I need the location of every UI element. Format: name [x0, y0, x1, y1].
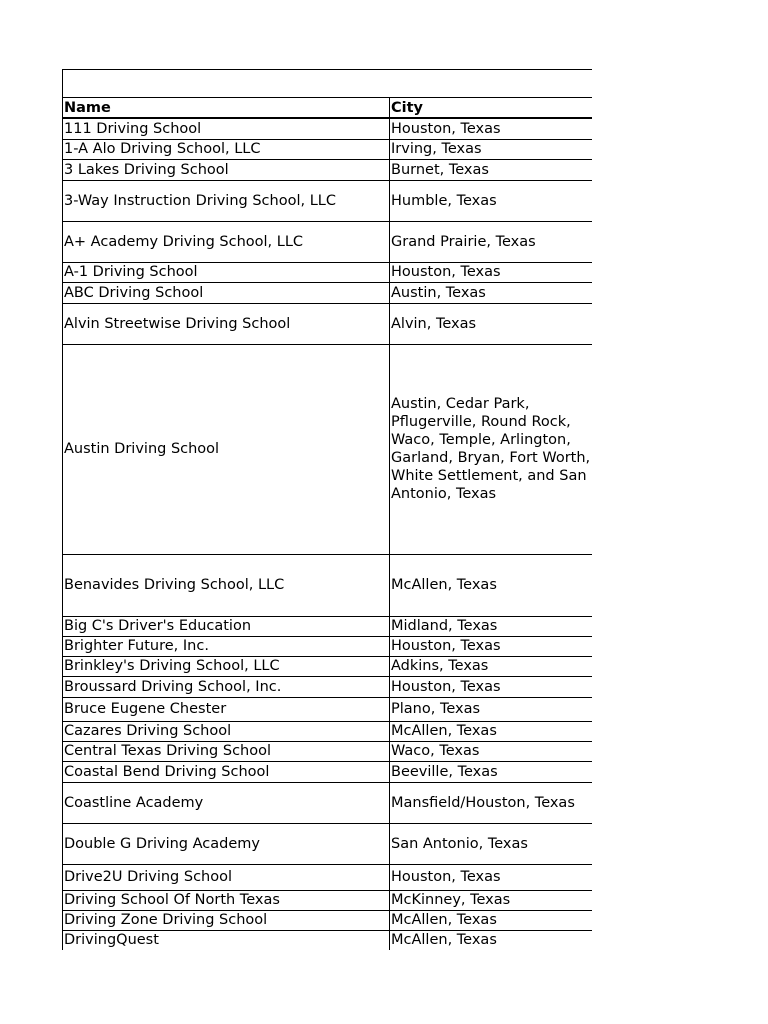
- school-city-cell: Austin, Texas: [390, 282, 593, 303]
- sheet-top-border: [62, 69, 592, 70]
- school-name-cell: Brinkley's Driving School, LLC: [63, 656, 390, 676]
- school-city-cell: San Antonio, Texas: [390, 823, 593, 864]
- table-row: [63, 930, 593, 950]
- school-city-cell: Austin, Cedar Park, Pflugerville, Round Rock, Waco, Temple, Arlington, Garland, Bryan, Fort Worth, White Settlement, and San Antonio, Texas: [390, 344, 593, 554]
- school-name-cell: Big C's Driver's Education: [63, 616, 390, 636]
- table-row: [63, 616, 593, 636]
- table-row: [63, 282, 593, 303]
- school-city-cell: Midland, Texas: [390, 616, 593, 636]
- school-name-cell: Brighter Future, Inc.: [63, 636, 390, 656]
- school-name-cell: 3 Lakes Driving School: [63, 159, 390, 180]
- school-name-cell: Central Texas Driving School: [63, 741, 390, 761]
- table-row: [63, 159, 593, 180]
- school-name-cell: A-1 Driving School: [63, 262, 390, 282]
- school-city-cell: Plano, Texas: [390, 697, 593, 721]
- table-row: [63, 262, 593, 282]
- school-name-cell: Double G Driving Academy: [63, 823, 390, 864]
- spreadsheet-page: [62, 69, 592, 950]
- school-name-cell: Bruce Eugene Chester: [63, 697, 390, 721]
- school-city-cell: Irving, Texas: [390, 139, 593, 159]
- school-name-cell: 3-Way Instruction Driving School, LLC: [63, 180, 390, 221]
- table-row: [63, 344, 593, 554]
- table-row: [63, 676, 593, 697]
- school-name-cell: Alvin Streetwise Driving School: [63, 303, 390, 344]
- table-row: [63, 864, 593, 890]
- table-row: [63, 636, 593, 656]
- school-city-cell: Houston, Texas: [390, 676, 593, 697]
- column-header-city: City: [390, 98, 593, 119]
- driving-schools-table: [62, 97, 592, 950]
- school-city-cell: Houston, Texas: [390, 118, 593, 139]
- table-row: [63, 721, 593, 741]
- school-city-cell: McAllen, Texas: [390, 910, 593, 930]
- school-city-cell: McAllen, Texas: [390, 721, 593, 741]
- table-row: [63, 221, 593, 262]
- school-city-cell: Houston, Texas: [390, 636, 593, 656]
- table-row: [63, 697, 593, 721]
- school-name-cell: Austin Driving School: [63, 344, 390, 554]
- school-city-cell: Houston, Texas: [390, 262, 593, 282]
- table-row: [63, 554, 593, 616]
- table-row: [63, 118, 593, 139]
- school-city-cell: McKinney, Texas: [390, 890, 593, 910]
- school-name-cell: 1-A Alo Driving School, LLC: [63, 139, 390, 159]
- table-row: [63, 741, 593, 761]
- school-city-cell: Mansfield/Houston, Texas: [390, 782, 593, 823]
- table-row: [63, 656, 593, 676]
- school-name-cell: A+ Academy Driving School, LLC: [63, 221, 390, 262]
- school-name-cell: ABC Driving School: [63, 282, 390, 303]
- table-row: [63, 303, 593, 344]
- school-city-cell: Houston, Texas: [390, 864, 593, 890]
- table-row: [63, 782, 593, 823]
- table-row: [63, 890, 593, 910]
- school-city-cell: McAllen, Texas: [390, 554, 593, 616]
- school-name-cell: Driving Zone Driving School: [63, 910, 390, 930]
- school-name-cell: Broussard Driving School, Inc.: [63, 676, 390, 697]
- school-city-cell: Alvin, Texas: [390, 303, 593, 344]
- school-name-cell: Coastal Bend Driving School: [63, 761, 390, 782]
- school-name-cell: 111 Driving School: [63, 118, 390, 139]
- school-name-cell: Cazares Driving School: [63, 721, 390, 741]
- school-name-cell: Coastline Academy: [63, 782, 390, 823]
- school-city-cell: Grand Prairie, Texas: [390, 221, 593, 262]
- school-city-cell: McAllen, Texas: [390, 930, 593, 950]
- table-row: [63, 180, 593, 221]
- school-city-cell: Humble, Texas: [390, 180, 593, 221]
- school-name-cell: Driving School Of North Texas: [63, 890, 390, 910]
- school-name-cell: Drive2U Driving School: [63, 864, 390, 890]
- table-row: [63, 910, 593, 930]
- school-name-cell: Benavides Driving School, LLC: [63, 554, 390, 616]
- column-header-name: Name: [63, 98, 390, 119]
- table-header-row: [63, 98, 593, 119]
- school-city-cell: Waco, Texas: [390, 741, 593, 761]
- school-city-cell: Burnet, Texas: [390, 159, 593, 180]
- school-name-cell: DrivingQuest: [63, 930, 390, 950]
- school-city-cell: Adkins, Texas: [390, 656, 593, 676]
- table-row: [63, 761, 593, 782]
- table-row: [63, 139, 593, 159]
- school-city-cell: Beeville, Texas: [390, 761, 593, 782]
- table-row: [63, 823, 593, 864]
